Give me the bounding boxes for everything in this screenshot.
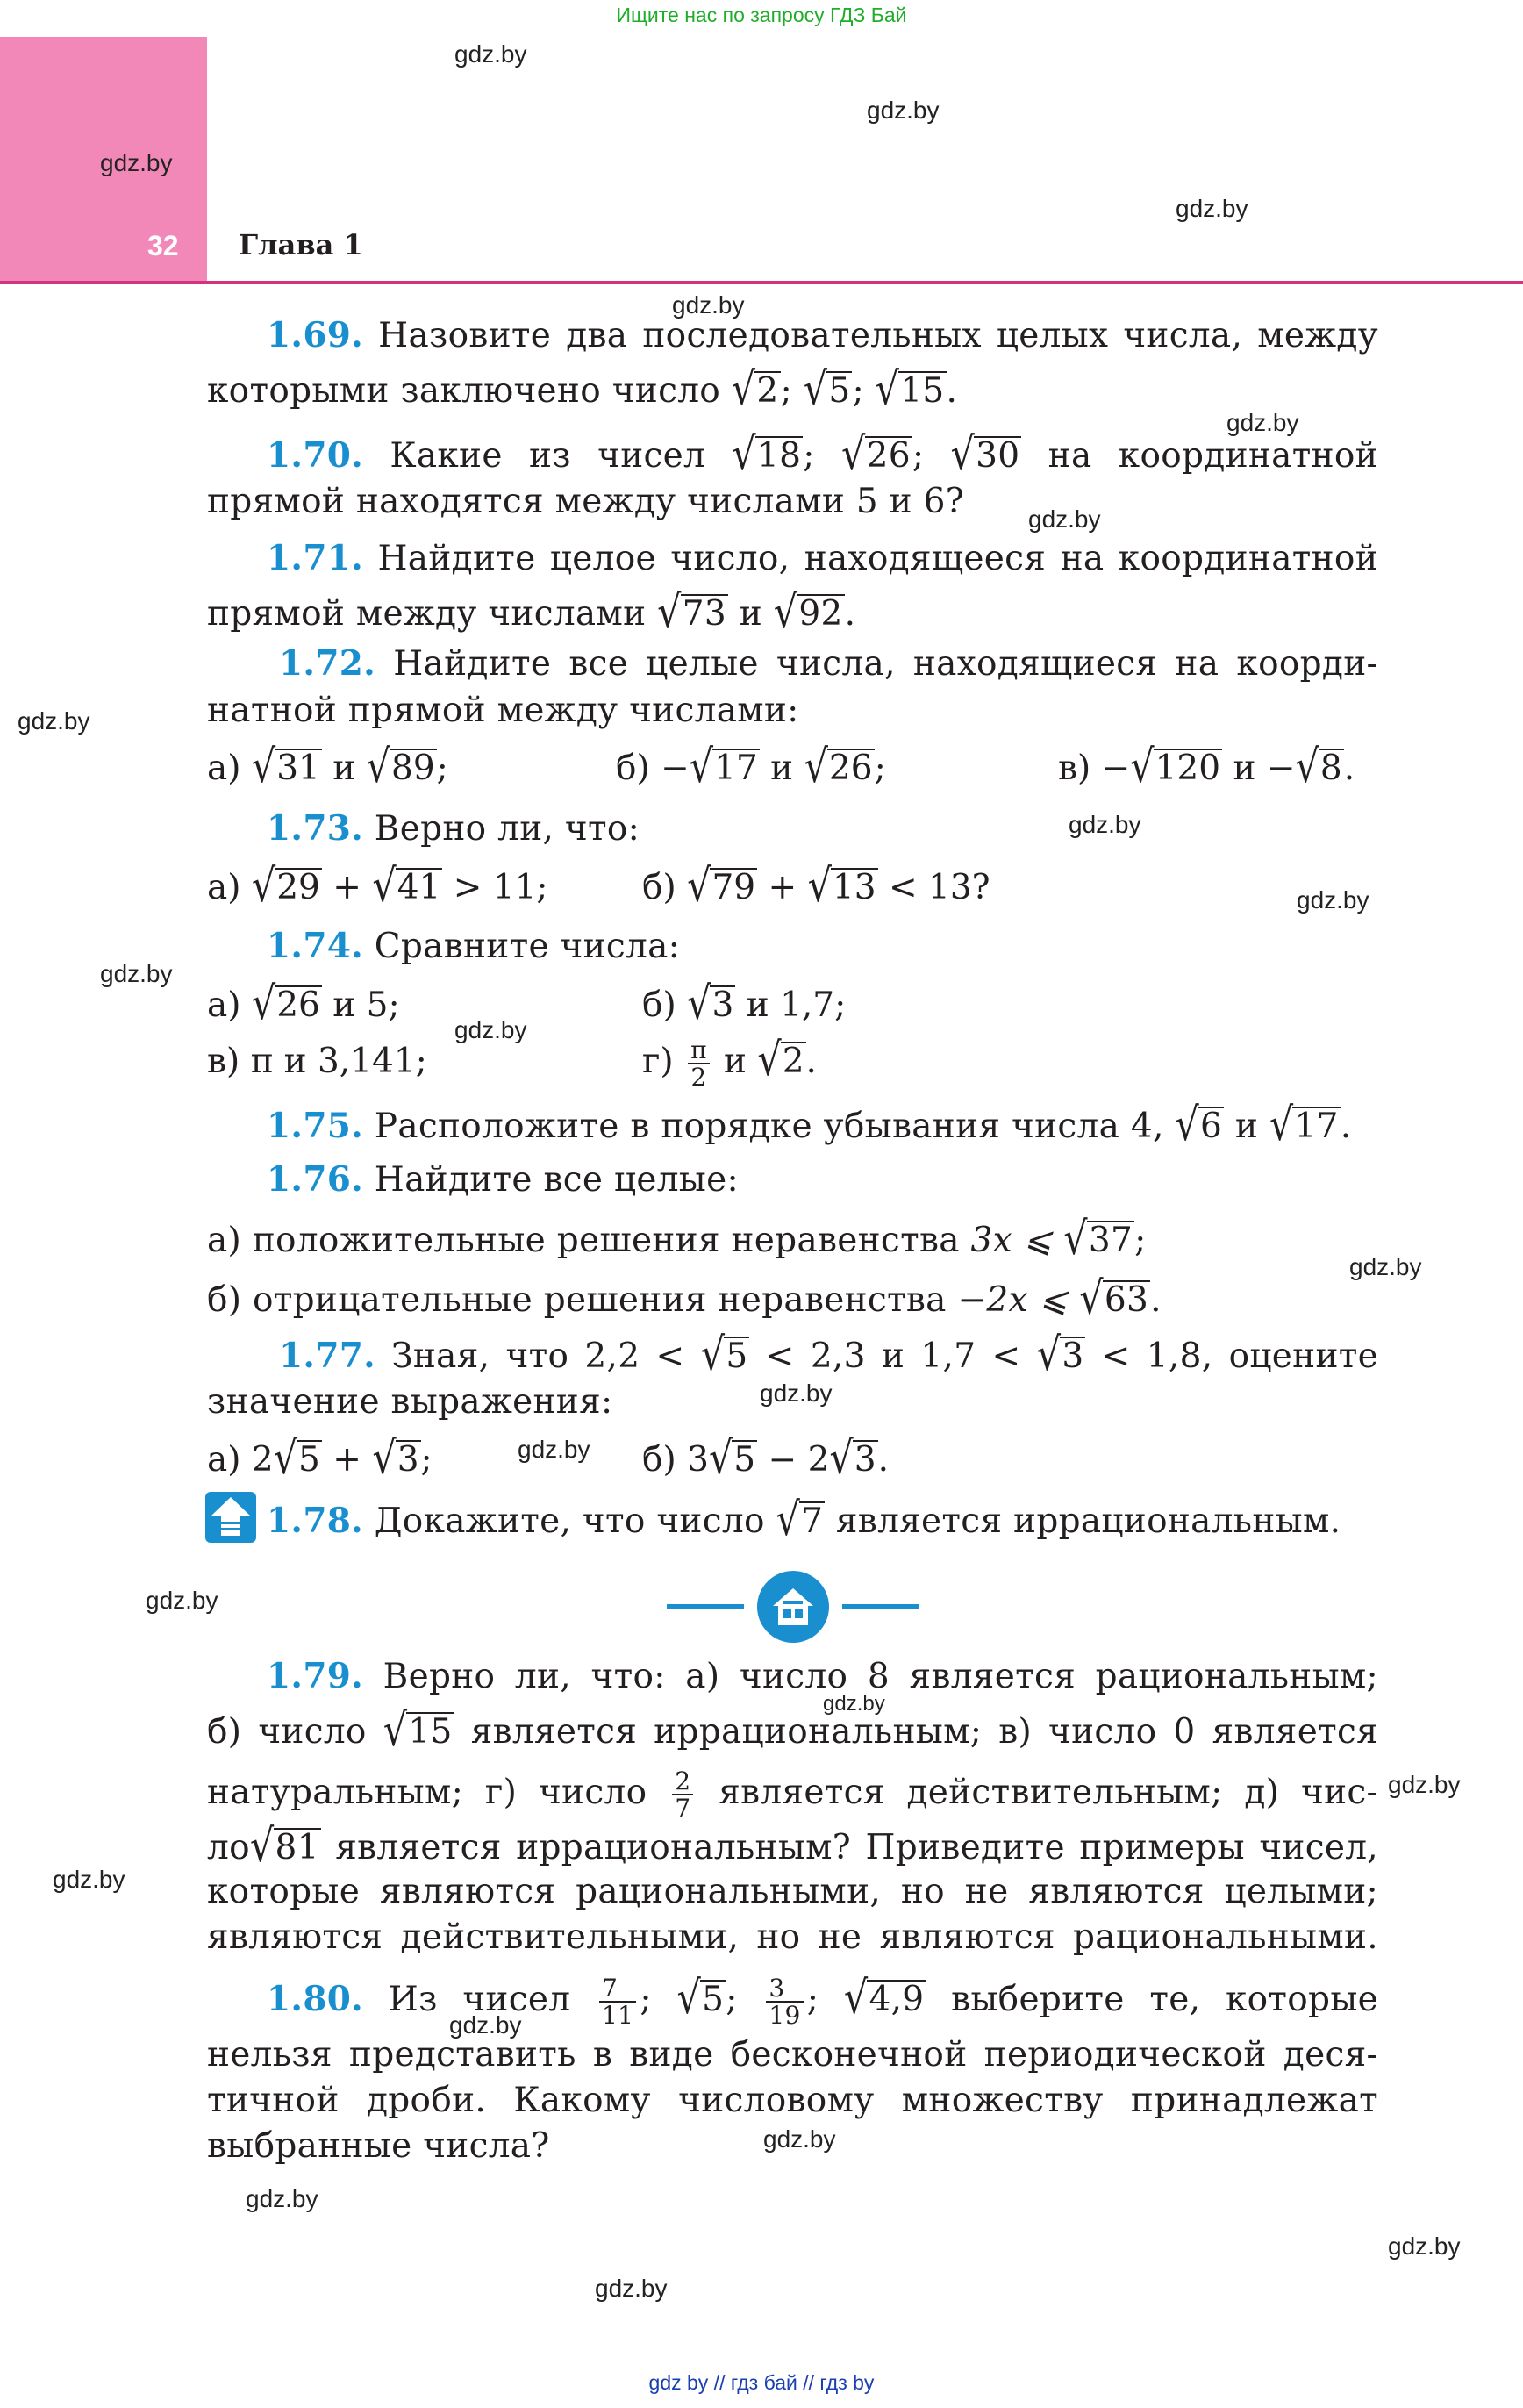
problem-1-80-line-1: 1.80. Из чисел $\frac{7}{11}$ ; √5; $\frac{3}{19}$ ; √4,9 выберите те, которые bbox=[267, 1972, 1379, 2030]
problem-1-71-line-2: прямой между числами √73 и √92. bbox=[207, 586, 856, 639]
watermark: gdz.by bbox=[672, 291, 745, 319]
problem-1-74-a: а) √26 и 5; bbox=[207, 978, 400, 1030]
watermark: gdz.by bbox=[1388, 2232, 1461, 2260]
problem-1-69-line-1: 1.69. Назовите два последовательных целых числа, между bbox=[267, 315, 1378, 355]
top-search-note: Ищите нас по запросу ГДЗ Бай bbox=[616, 4, 907, 26]
watermark: gdz.by bbox=[53, 1866, 125, 1893]
watermark: gdz.by bbox=[763, 2125, 836, 2153]
problem-1-79-line-3: натуральным; г) число $\frac{2}{7}$ является действительным; д) чис- bbox=[207, 1766, 1379, 1823]
watermark: gdz.by bbox=[246, 2185, 318, 2212]
watermark: gdz.by bbox=[1388, 1771, 1461, 1798]
watermark: gdz.by bbox=[100, 149, 173, 176]
problem-1-75-line-1: 1.75. Расположите в порядке убывания числа 4, √6 и √17. bbox=[267, 1099, 1352, 1151]
watermark: gdz.by bbox=[1349, 1253, 1422, 1280]
watermark: gdz.by bbox=[1226, 409, 1299, 436]
problem-1-79-line-2: б) число √15 является иррациональным; в) число 0 является bbox=[207, 1704, 1379, 1757]
problem-1-72-v: в) −√120 и −√8. bbox=[1058, 741, 1355, 793]
divider-bar-right bbox=[842, 1604, 919, 1609]
problem-1-77-line-1: 1.77. Зная, что 2,2 < √5 < 2,3 и 1,7 < √3 < 1,8, оцените bbox=[279, 1329, 1378, 1381]
watermark: gdz.by bbox=[867, 97, 940, 124]
footer-links: gdz by // гдз бай // гдз by bbox=[648, 2371, 875, 2394]
problem-1-80-line-3: тичной дроби. Какому числовому множеству принадлежат bbox=[207, 2081, 1378, 2120]
problem-1-74-line-1: 1.74. Сравните числа: bbox=[267, 926, 681, 966]
watermark: gdz.by bbox=[1028, 505, 1101, 533]
problem-1-76-a: а) положительные решения неравенства 3x ⩽ √37; bbox=[207, 1213, 1147, 1265]
problem-1-77-b: б) 3√5 − 2√3. bbox=[642, 1432, 889, 1485]
problem-1-77-line-2: значение выражения: bbox=[207, 1382, 613, 1422]
problem-1-71-line-1: 1.71. Найдите целое число, находящееся на координатной bbox=[267, 538, 1378, 578]
watermark: gdz.by bbox=[1069, 811, 1141, 838]
watermark: gdz.by bbox=[823, 1692, 885, 1716]
problem-1-72-b: б) −√17 и √26; bbox=[616, 741, 886, 793]
problem-1-77-a: а) 2√5 + √3; bbox=[207, 1432, 433, 1485]
problem-1-79-line-5: которые являются рациональными, но не являются целыми; bbox=[207, 1872, 1378, 1911]
problem-1-70-line-2: прямой находятся между числами 5 и 6? bbox=[207, 482, 964, 521]
homework-divider bbox=[667, 1571, 921, 1643]
problem-1-73-b: б) √79 + √13 < 13? bbox=[642, 860, 990, 913]
problem-1-78-line-1: 1.78. Докажите, что число √7 является иррациональным. bbox=[267, 1494, 1341, 1546]
problem-1-76-line-1: 1.76. Найдите все целые: bbox=[267, 1159, 739, 1200]
watermark: gdz.by bbox=[449, 2011, 522, 2039]
problem-1-74-v: в) π и 3,141; bbox=[207, 1042, 427, 1081]
problem-1-79-line-6: являются действительными, но не являются рациональными. bbox=[207, 1917, 1378, 1957]
watermark: gdz.by bbox=[146, 1587, 218, 1614]
watermark: gdz.by bbox=[454, 1016, 527, 1043]
home-icon bbox=[757, 1571, 829, 1643]
problem-1-72-line-2: натной прямой между числами: bbox=[207, 691, 799, 730]
page-number: 32 bbox=[147, 230, 179, 262]
problem-1-73-a: а) √29 + √41 > 11; bbox=[207, 860, 548, 913]
divider-bar-left bbox=[667, 1604, 744, 1609]
problem-1-76-b: б) отрицательные решения неравенства −2x ⩽ √63. bbox=[207, 1272, 1162, 1325]
watermark: gdz.by bbox=[100, 960, 173, 987]
problem-1-73-line-1: 1.73. Верно ли, что: bbox=[267, 808, 640, 849]
watermark: gdz.by bbox=[1297, 886, 1369, 914]
problem-1-80-line-2: нельзя представить в виде бесконечной периодической деся- bbox=[207, 2035, 1378, 2075]
problem-1-80-line-4: выбранные числа? bbox=[207, 2126, 550, 2166]
watermark: gdz.by bbox=[1176, 195, 1248, 222]
watermark: gdz.by bbox=[18, 707, 90, 735]
problem-1-74-g: г) $\frac{\pi}{2}$ и √2. bbox=[642, 1034, 817, 1092]
watermark: gdz.by bbox=[760, 1380, 833, 1407]
problem-1-72-a: а) √31 и √89; bbox=[207, 741, 448, 793]
watermark: gdz.by bbox=[595, 2275, 668, 2302]
watermark: gdz.by bbox=[518, 1436, 590, 1463]
problem-1-79-line-1: 1.79. Верно ли, что: а) число 8 является рациональным; bbox=[267, 1656, 1378, 1696]
problem-1-72-line-1: 1.72. Найдите все целые числа, находящиеся на коорди- bbox=[279, 643, 1378, 684]
problem-1-79-line-4: ло√81 является иррациональным? Приведите примеры чисел, bbox=[207, 1820, 1378, 1873]
watermark: gdz.by bbox=[454, 40, 527, 68]
header-rule bbox=[0, 281, 1523, 284]
problem-1-70-line-1: 1.70. Какие из чисел √18; √26; √30 на координатной bbox=[267, 428, 1378, 481]
problem-1-74-b: б) √3 и 1,7; bbox=[642, 978, 847, 1030]
chapter-title: Глава 1 bbox=[239, 228, 363, 262]
problem-1-69-line-2: которыми заключено число √2; √5; √15. bbox=[207, 363, 958, 416]
